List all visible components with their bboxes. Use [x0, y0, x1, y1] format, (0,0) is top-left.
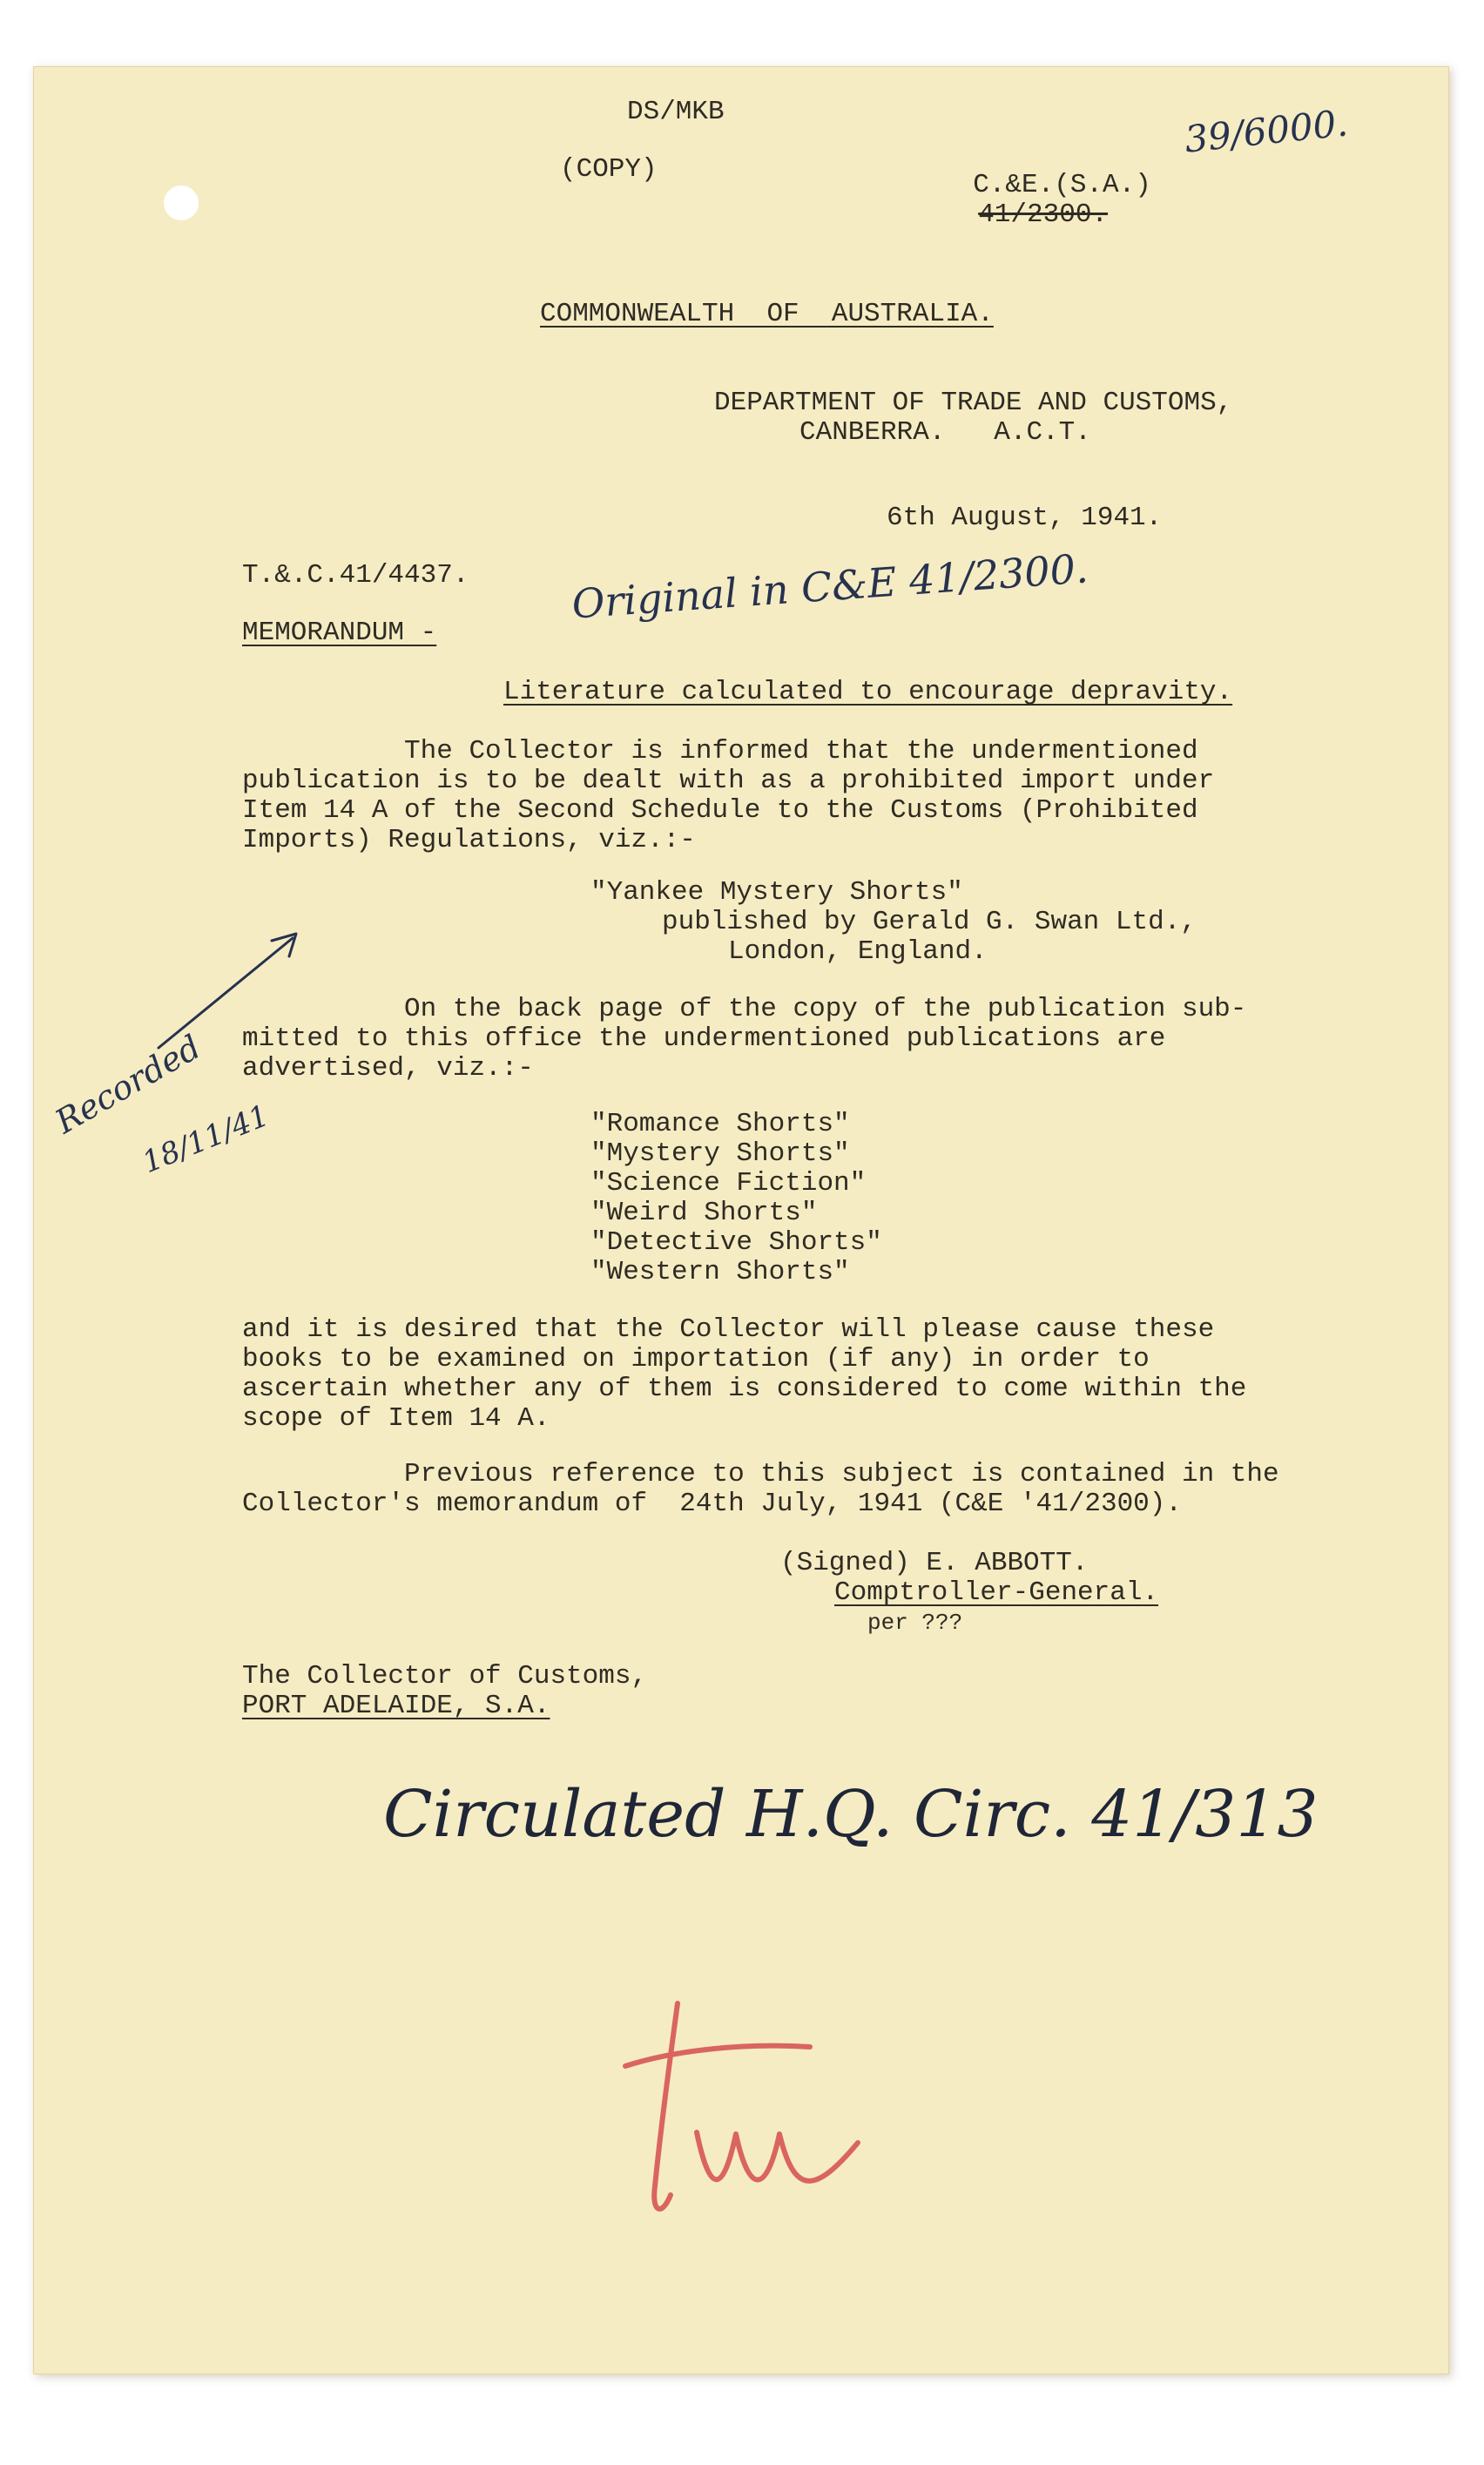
- signature-per: per ???: [867, 1610, 963, 1636]
- paragraph-line: mitted to this office the undermentioned publications are: [242, 1023, 1166, 1054]
- paragraph-line: The Collector is informed that the undermentioned: [242, 736, 1198, 767]
- department-line-2: CANBERRA. A.C.T.: [799, 417, 1091, 448]
- red-pencil-initials: [0, 0, 1, 1]
- paragraph-line: books to be examined on importation (if any) in order to: [242, 1344, 1150, 1374]
- memo-subject: Literature calculated to encourage depravity.: [503, 677, 1233, 707]
- signature-signed: (Signed) E. ABBOTT.: [780, 1548, 1089, 1578]
- paragraph-2: [242, 995, 1246, 1084]
- paragraph-line: ascertain whether any of them is considered to come within the: [242, 1374, 1247, 1404]
- memo-date: 6th August, 1941.: [887, 503, 1163, 533]
- paragraph-line: Item 14 A of the Second Schedule to the Customs (Prohibited: [242, 795, 1198, 826]
- list-item: "Romance Shorts": [590, 1109, 850, 1139]
- publications-list: [590, 1110, 882, 1287]
- signature-title: Comptroller-General.: [834, 1577, 1159, 1608]
- file-ref-label: C.&E.(S.A.): [973, 170, 1151, 200]
- paragraph-3: [242, 1315, 1246, 1434]
- paragraph-line: Imports) Regulations, viz.:-: [242, 825, 696, 855]
- handwritten-file-ref: 39/6000.: [1182, 101, 1350, 161]
- paragraph-line: advertised, viz.:-: [242, 1053, 534, 1084]
- paragraph-1: [242, 737, 1214, 855]
- handwritten-recorded: Recorded: [49, 1027, 207, 1142]
- publication-place: London, England.: [728, 936, 988, 967]
- paragraph-4: [242, 1460, 1279, 1519]
- list-item: "Mystery Shorts": [590, 1138, 850, 1169]
- paragraph-line: Collector's memorandum of 24th July, 1941 (C&E '41/2300).: [242, 1489, 1182, 1519]
- publication-publisher: published by Gerald G. Swan Ltd.,: [662, 907, 1197, 937]
- paragraph-line: scope of Item 14 A.: [242, 1403, 550, 1434]
- paragraph-line: On the back page of the copy of the publication sub-: [242, 994, 1247, 1024]
- list-item: "Science Fiction": [590, 1168, 867, 1199]
- department-line-1: DEPARTMENT OF TRADE AND CUSTOMS,: [714, 388, 1233, 418]
- file-ref-struck: 41/2300.: [978, 199, 1109, 230]
- punch-hole: [164, 186, 199, 220]
- publication-title: "Yankee Mystery Shorts": [590, 877, 963, 908]
- memorandum-label: MEMORANDUM -: [242, 618, 437, 648]
- handwritten-original-note: Original in C&E 41/2300.: [570, 544, 1090, 628]
- memo-reference: T.&.C.41/4437.: [242, 560, 469, 591]
- handwritten-circulated-note: Circulated H.Q. Circ. 41/313: [383, 1777, 1319, 1852]
- copy-mark: (COPY): [560, 154, 658, 185]
- heading: COMMONWEALTH OF AUSTRALIA.: [540, 299, 994, 329]
- file-reference: [956, 155, 1151, 230]
- handwritten-recorded-date: 18/11/41: [138, 1097, 274, 1181]
- addressee-line-1: The Collector of Customs,: [242, 1661, 648, 1692]
- paragraph-line: publication is to be dealt with as a prohibited import under: [242, 766, 1215, 796]
- addressee-line-2: PORT ADELAIDE, S.A.: [242, 1691, 550, 1721]
- initials: DS/MKB: [627, 97, 725, 127]
- list-item: "Detective Shorts": [590, 1227, 882, 1258]
- list-item: "Weird Shorts": [590, 1198, 818, 1228]
- list-item: "Western Shorts": [590, 1257, 850, 1287]
- paragraph-line: Previous reference to this subject is contained in the: [242, 1459, 1279, 1489]
- paragraph-line: and it is desired that the Collector will please cause these: [242, 1314, 1215, 1345]
